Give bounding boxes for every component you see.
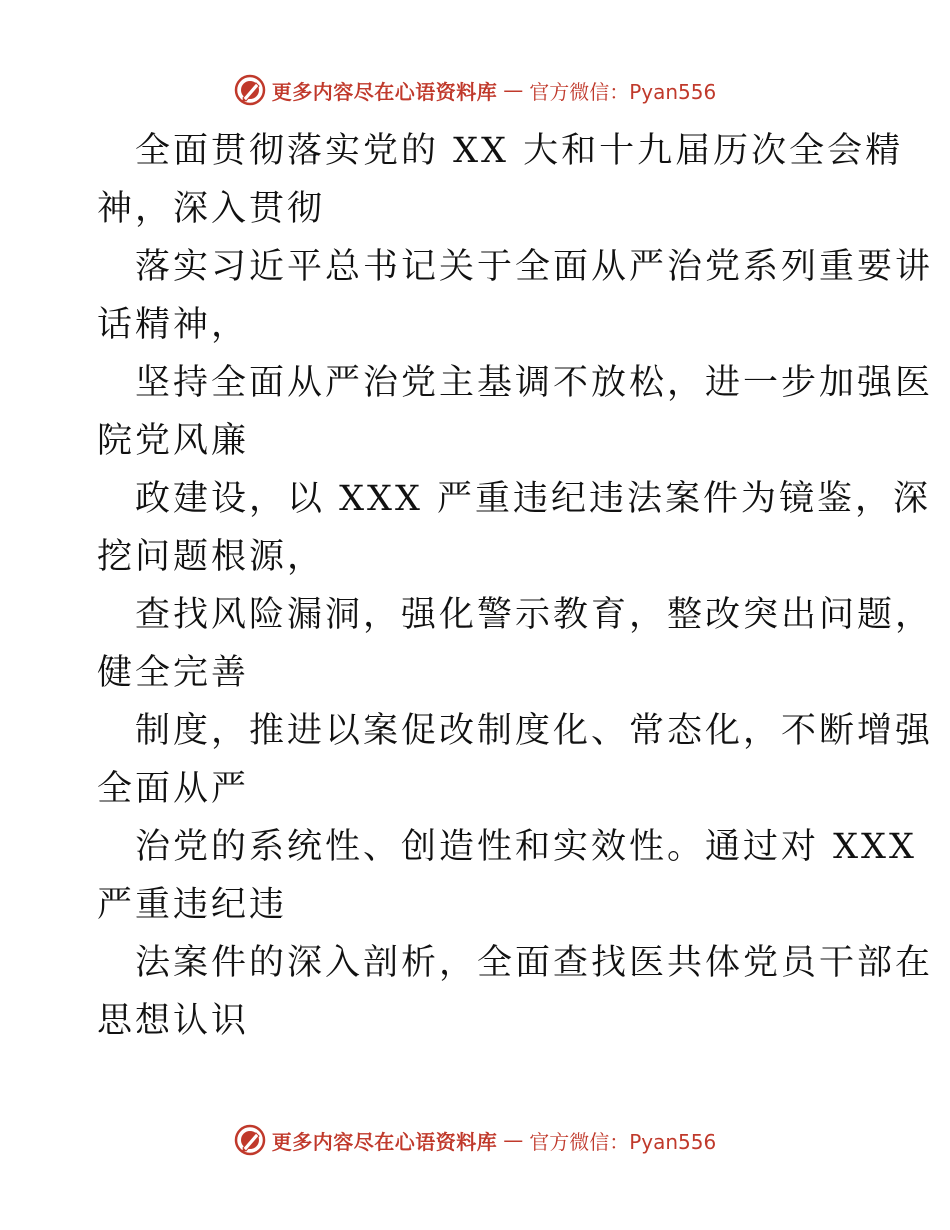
footer-contact-text: 官方微信：Pyan556 — [529, 1129, 717, 1154]
paragraph-7 — [97, 818, 917, 934]
paragraph-line: 严重违纪违 — [97, 885, 288, 925]
paragraph-8 — [97, 934, 934, 1050]
paragraph-line: 全面贯彻落实党的 XX 大和十九届历次全会精 — [135, 131, 904, 171]
paragraph-line: 全面从严 — [97, 769, 250, 809]
paragraph-4 — [97, 470, 932, 586]
header-contact-text: 官方微信：Pyan556 — [529, 79, 717, 104]
paragraph-line: 思想认识 — [97, 1001, 250, 1041]
paragraph-line: 院党风廉 — [97, 421, 250, 461]
footer-banner — [0, 1120, 950, 1160]
paragraph-line: 治党的系统性、创造性和实效性。通过对 XXX — [135, 827, 917, 867]
header-brand-text: 更多内容尽在心语资料库 — [271, 79, 498, 104]
paragraph-line: 健全完善 — [97, 653, 250, 693]
paragraph-line: 查找风险漏洞，强化警示教育，整改突出问题， — [135, 595, 934, 635]
document-body — [97, 122, 934, 1050]
paragraph-line: 政建设，以 XXX 严重违纪违法案件为镜鉴，深 — [135, 479, 932, 519]
footer-brand-text: 更多内容尽在心语资料库 — [271, 1129, 498, 1154]
paragraph-3 — [97, 354, 934, 470]
pen-logo-icon — [234, 74, 266, 106]
paragraph-5 — [97, 586, 934, 702]
paragraph-line: 挖问题根源， — [97, 537, 326, 577]
paragraph-2 — [97, 238, 934, 354]
header-banner — [0, 70, 950, 110]
paragraph-line: 话精神， — [97, 305, 250, 345]
footer-separator: — — [503, 1128, 524, 1152]
paragraph-line: 制度，推进以案促改制度化、常态化，不断增强 — [135, 711, 934, 751]
pen-logo-icon — [234, 1124, 266, 1156]
paragraph-6 — [97, 702, 934, 818]
paragraph-line: 神，深入贯彻 — [97, 189, 326, 229]
paragraph-1 — [97, 122, 904, 238]
header-separator: — — [503, 78, 524, 102]
paragraph-line: 坚持全面从严治党主基调不放松，进一步加强医 — [135, 363, 934, 403]
paragraph-line: 落实习近平总书记关于全面从严治党系列重要讲 — [135, 247, 934, 287]
paragraph-line: 法案件的深入剖析，全面查找医共体党员干部在 — [135, 943, 934, 983]
